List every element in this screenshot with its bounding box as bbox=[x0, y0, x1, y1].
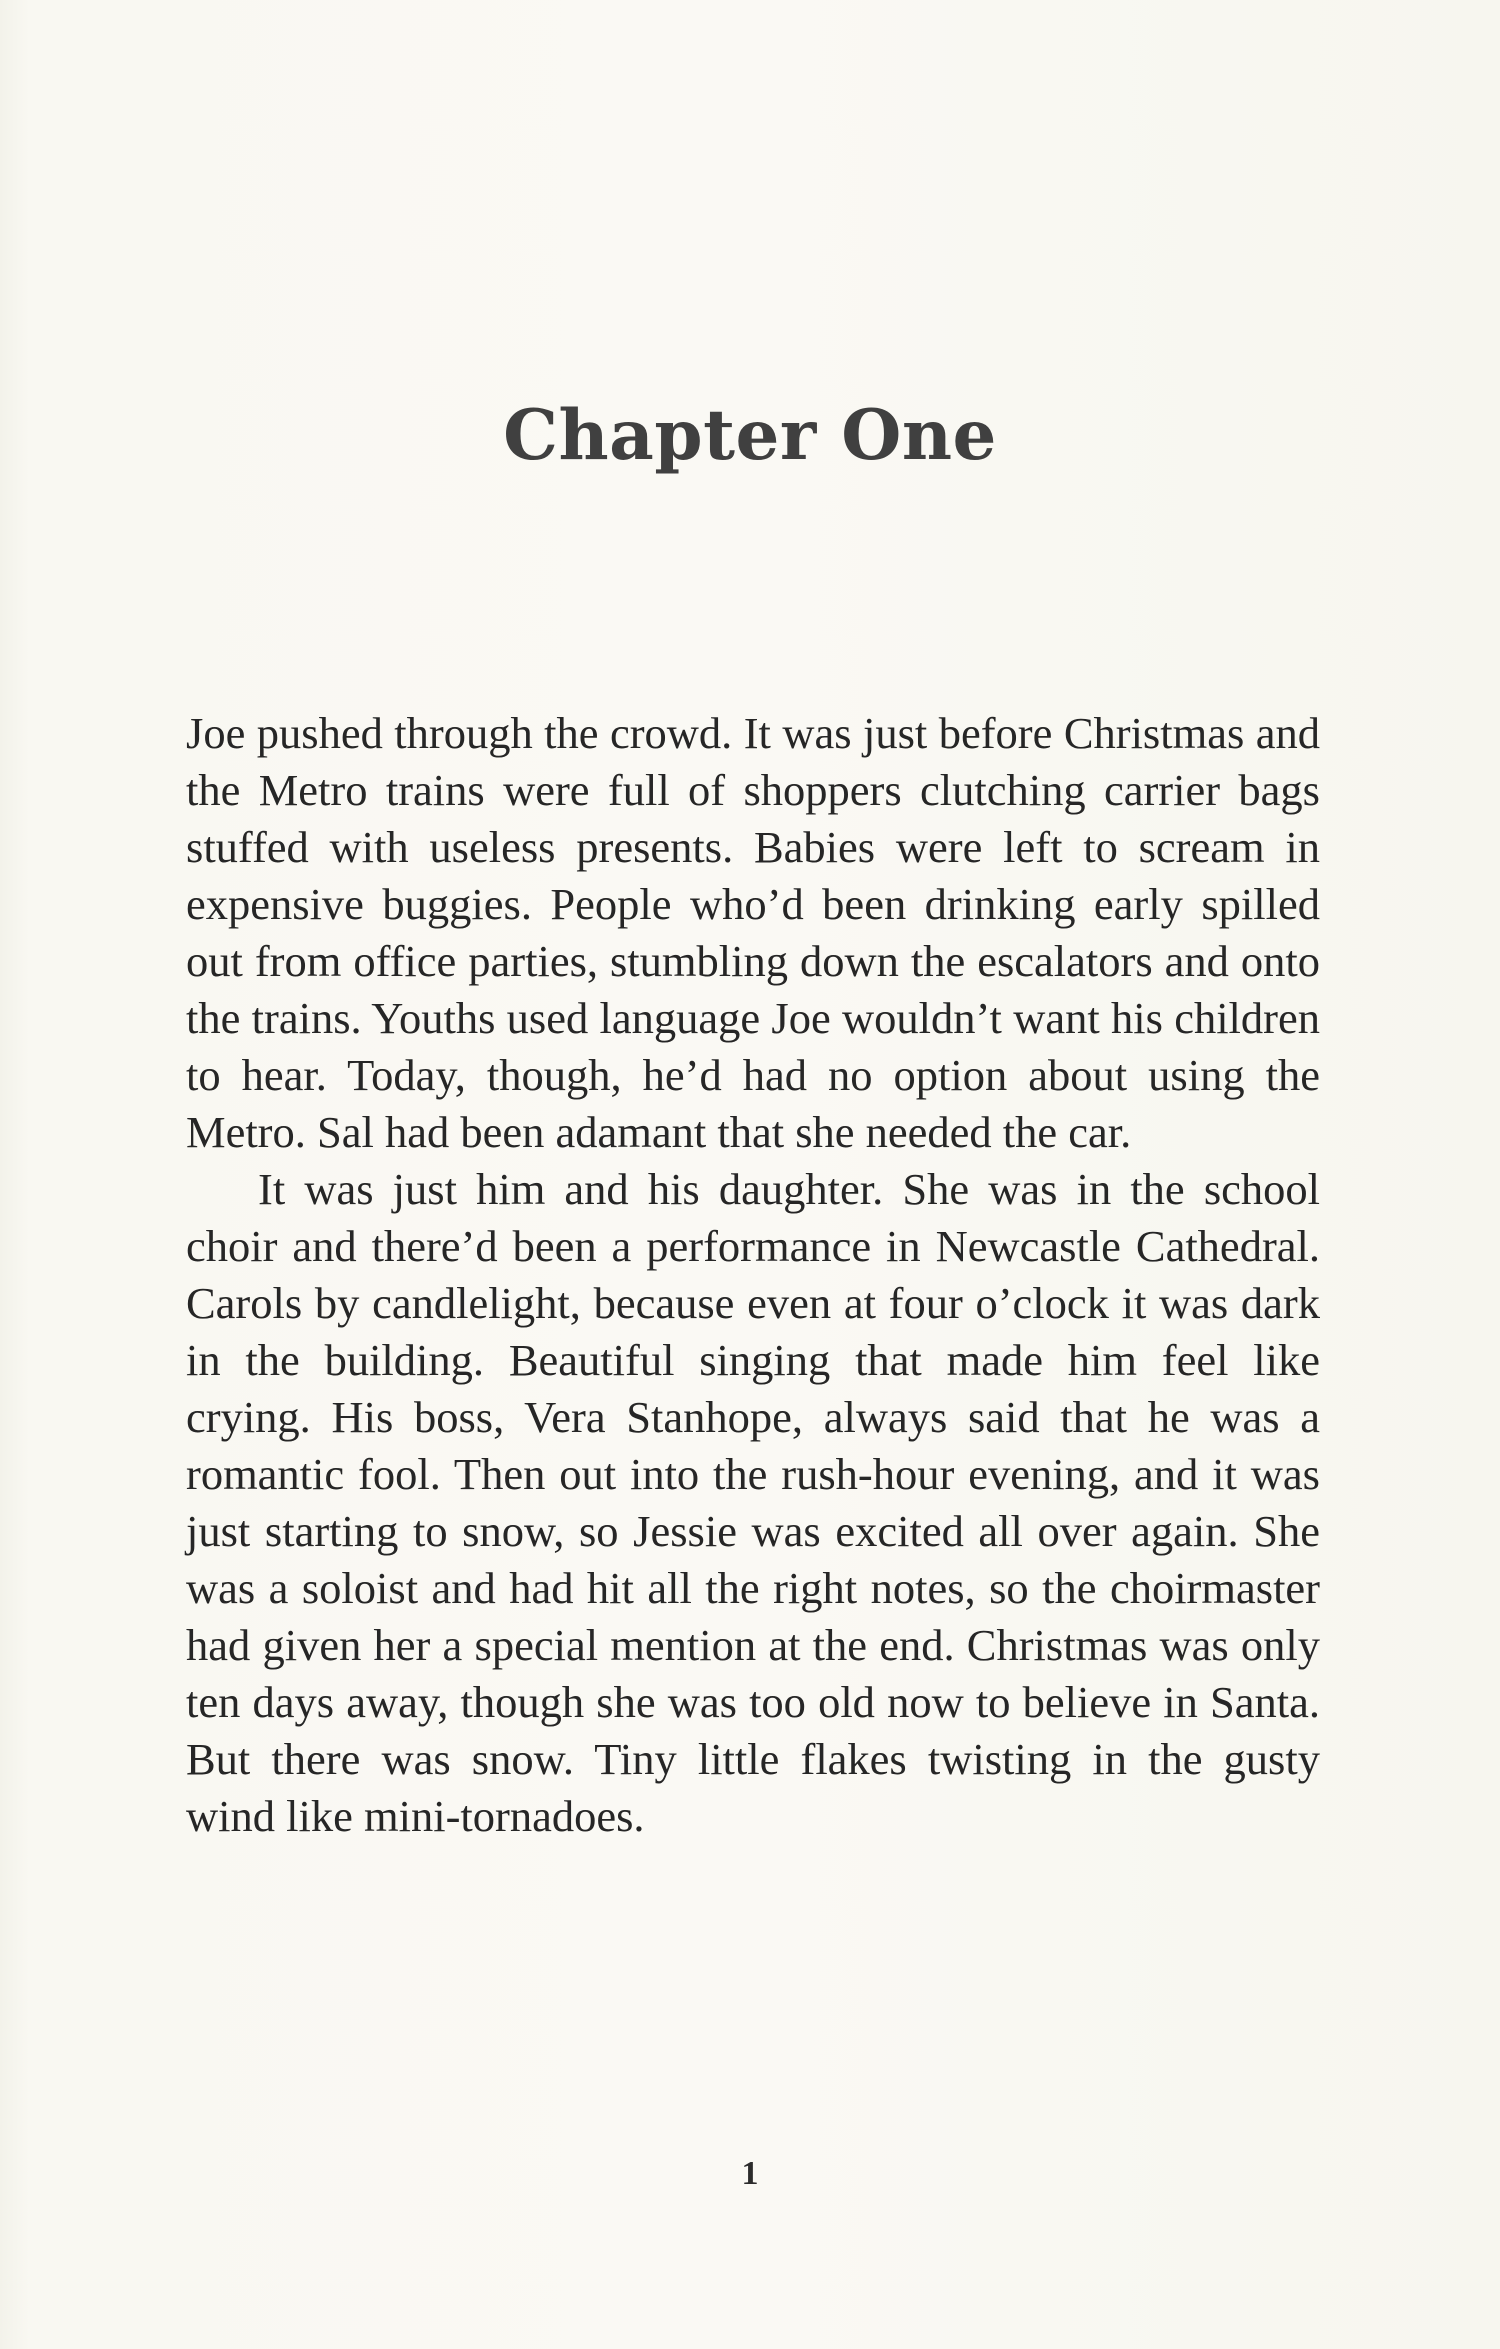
page-number: 1 bbox=[741, 2155, 759, 2192]
chapter-title: Chapter One bbox=[503, 395, 997, 476]
paragraph-2: It was just him and his daughter. She was in the school choir and there’d been a performance in Newcastle Cathedral. Carols by candlelight, because even at four o’clock it was dark in the building. Beautiful singing that made him feel like crying. His boss, Vera Stanhope, always said that he was a romantic fool. Then out into the rush-hour evening, and it was just starting to snow, so Jessie was excited all over again. She was a soloist and had hit all the right notes, so the choirmaster had given her a special mention at the end. Christmas was only ten days away, though she was too old now to believe in Santa. But there was snow. Tiny little flakes twisting in the gusty wind like mini-tornadoes. bbox=[186, 1164, 1320, 1841]
chapter-body bbox=[186, 705, 1320, 1845]
paragraph-1: Joe pushed through the crowd. It was just before Christmas and the Metro trains were full of shoppers clutching carrier bags stuffed with useless presents. Babies were left to scream in expensive buggies. People who’d been drinking early spilled out from office parties, stumbling down the escalators and onto the trains. Youths used language Joe wouldn’t want his children to hear. Today, though, he’d had no option about using the Metro. Sal had been adamant that she needed the car. bbox=[186, 708, 1320, 1157]
